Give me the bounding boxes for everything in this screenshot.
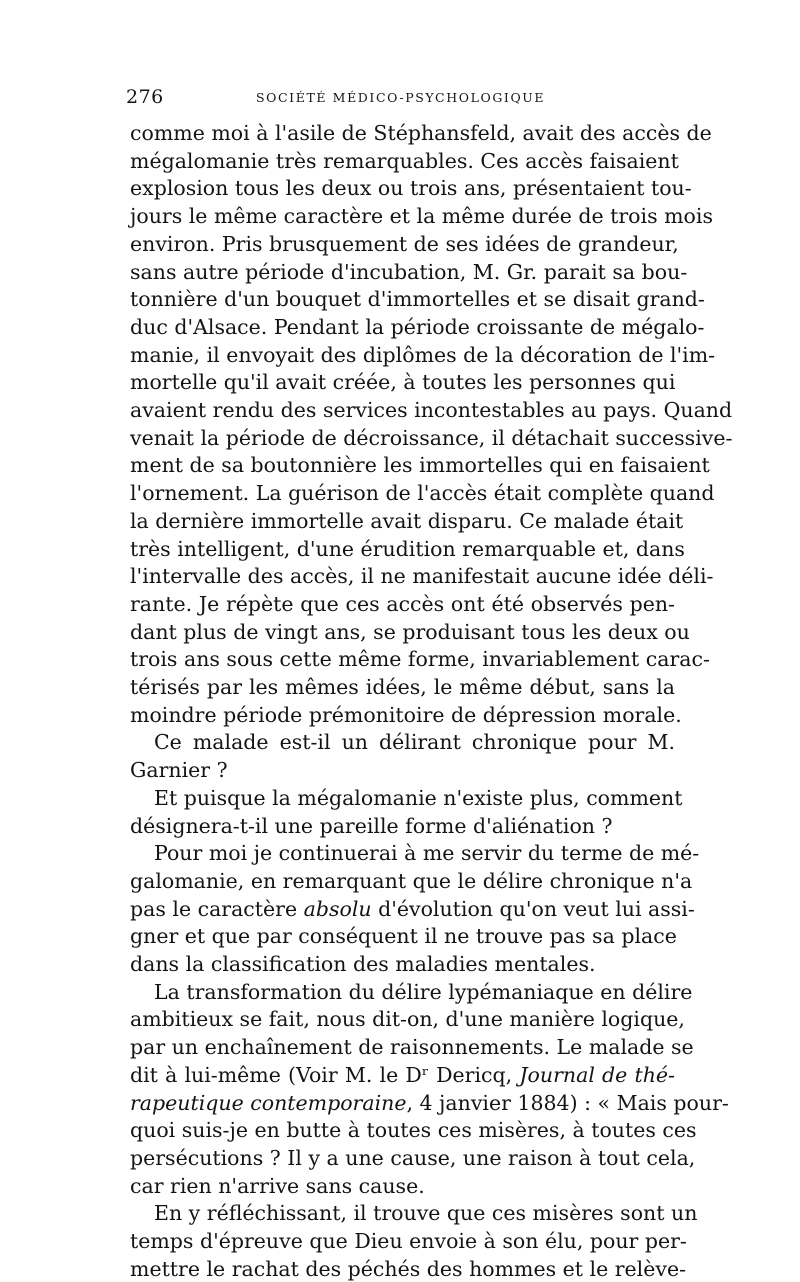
text-line: moindre période prémonitoire de dépression morale. bbox=[130, 702, 682, 727]
text-line: Garnier ? bbox=[130, 758, 228, 783]
text-line: mettre le rachat des péchés des hommes et le relève- bbox=[130, 1256, 687, 1281]
text-line: l'ornement. La guérison de l'accès était complète quand bbox=[130, 481, 715, 506]
text-line: très intelligent, d'une érudition remarquable et, dans bbox=[130, 536, 685, 561]
text-line: galomanie, en remarquant que le délire chronique n'a bbox=[130, 868, 693, 893]
text-line: manie, il envoyait des diplômes de la décoration de l'im- bbox=[130, 342, 716, 367]
text-line: rante. Je répète que ces accès ont été observés pen- bbox=[130, 591, 675, 616]
text-line: la dernière immortelle avait disparu. Ce malade était bbox=[130, 508, 684, 533]
text-line: mortelle qu'il avait créée, à toutes les personnes qui bbox=[130, 370, 676, 395]
text-run: , 4 janvier 1884) : « Mais pour- bbox=[406, 1090, 729, 1115]
italic-text: absolu bbox=[303, 896, 372, 921]
text-line: temps d'épreuve que Dieu envoie à son élu, pour per- bbox=[130, 1229, 687, 1253]
italic-text: rapeutique contemporaine bbox=[130, 1090, 407, 1115]
page-header bbox=[126, 86, 674, 110]
text-run: pas le caractère bbox=[130, 896, 304, 921]
italic-text: Journal de thé- bbox=[519, 1062, 675, 1087]
text-line: dant plus de vingt ans, se produisant tous les deux ou bbox=[130, 619, 690, 644]
text-line: environ. Pris brusquement de ses idées de grandeur, bbox=[130, 231, 679, 256]
running-title: SOCIÉTÉ MÉDICO-PSYCHOLOGIQUE bbox=[256, 90, 546, 105]
text-line: duc d'Alsace. Pendant la période croissante de mégalo- bbox=[130, 314, 705, 339]
text-line: explosion tous les deux ou trois ans, présentaient tou- bbox=[130, 176, 692, 201]
text-line: comme moi à l'asile de Stéphansfeld, avait des accès de bbox=[130, 121, 712, 145]
text-line: Ce malade est-il un délirant chronique pour M. bbox=[154, 730, 675, 755]
text-line: sans autre période d'incubation, M. Gr. parait sa bou- bbox=[130, 259, 688, 284]
text-line: térisés par les mêmes idées, le même début, sans la bbox=[130, 675, 675, 699]
text-line: car rien n'arrive sans cause. bbox=[130, 1173, 425, 1198]
text-line: avaient rendu des services incontestables au pays. Quand bbox=[130, 398, 733, 422]
text-line: tonnière d'un bouquet d'immortelles et se disait grand- bbox=[130, 287, 705, 312]
text-run: dit à lui-même (Voir M. le Dʳ Dericq, bbox=[130, 1062, 520, 1087]
text-line: En y réfléchissant, il trouve que ces misères sont un bbox=[154, 1201, 698, 1226]
text-line: dans la classification des maladies mentales. bbox=[130, 952, 596, 976]
text-line bbox=[130, 1090, 729, 1116]
text-line: ment de sa boutonnière les immortelles qui en faisaient bbox=[130, 453, 710, 478]
text-line: jours le même caractère et la même durée de trois mois bbox=[130, 204, 713, 229]
text-line: désignera-t-il une pareille forme d'aliénation ? bbox=[130, 813, 613, 838]
page-number: 276 bbox=[126, 86, 164, 108]
text-line bbox=[130, 896, 695, 922]
text-line: par un enchaînement de raisonnements. Le malade se bbox=[130, 1035, 694, 1060]
text-line: venait la période de décroissance, il détachait successive- bbox=[130, 425, 733, 450]
text-line: Pour moi je continuerai à me servir du terme de mé- bbox=[154, 841, 700, 866]
text-line: La transformation du délire lypémaniaque en délire bbox=[154, 979, 693, 1004]
text-line: gner et que par conséquent il ne trouve pas sa place bbox=[130, 924, 677, 949]
text-line bbox=[130, 1062, 675, 1088]
text-line: trois ans sous cette même forme, invariablement carac- bbox=[130, 647, 710, 672]
text-line: Et puisque la mégalomanie n'existe plus, comment bbox=[154, 785, 683, 810]
text-line: quoi suis-je en butte à toutes ces misères, à toutes ces bbox=[130, 1118, 697, 1143]
text-line: persécutions ? Il y a une cause, une raison à tout cela, bbox=[130, 1145, 696, 1170]
text-line: l'intervalle des accès, il ne manifestait aucune idée déli- bbox=[130, 564, 714, 589]
text-line: ambitieux se fait, nous dit-on, d'une manière logique, bbox=[130, 1007, 685, 1032]
text-run: d'évolution qu'on veut lui assi- bbox=[371, 896, 695, 921]
text-line: mégalomanie très remarquables. Ces accès faisaient bbox=[130, 148, 679, 173]
